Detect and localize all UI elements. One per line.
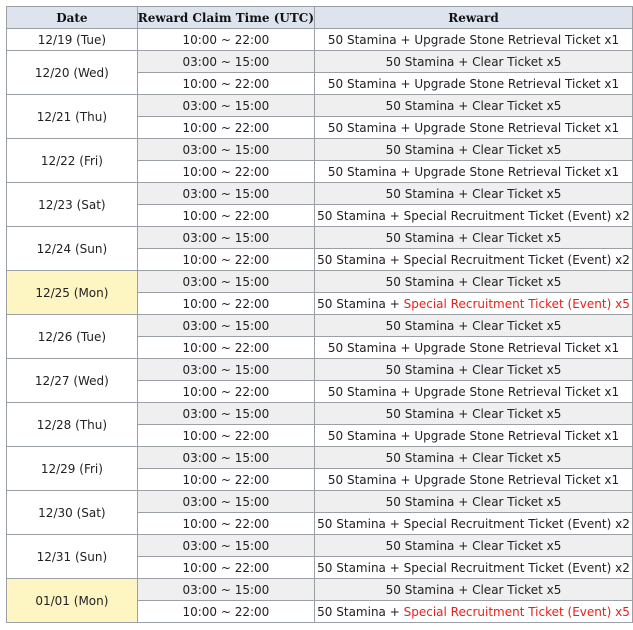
- time-cell: 10:00 ~ 22:00: [137, 513, 314, 535]
- reward-prefix: 50 Stamina +: [385, 274, 473, 289]
- reward-item: Clear Ticket x5: [472, 538, 562, 553]
- reward-item: Clear Ticket x5: [472, 450, 562, 465]
- reward-cell: [315, 601, 633, 623]
- reward-cell: [315, 315, 633, 337]
- date-cell: 12/28 (Thu): [7, 403, 138, 447]
- time-cell: 03:00 ~ 15:00: [137, 447, 314, 469]
- table-row: [7, 579, 633, 601]
- table-row: [7, 315, 633, 337]
- reward-item: Clear Ticket x5: [472, 274, 562, 289]
- reward-prefix: 50 Stamina +: [327, 164, 415, 179]
- reward-cell: [315, 359, 633, 381]
- table-row: [7, 51, 633, 73]
- date-cell: 12/20 (Wed): [7, 51, 138, 95]
- reward-cell: [315, 447, 633, 469]
- reward-cell: [315, 73, 633, 95]
- reward-cell: [315, 29, 633, 51]
- reward-prefix: 50 Stamina +: [385, 582, 473, 597]
- reward-prefix: 50 Stamina +: [385, 98, 473, 113]
- reward-cell: [315, 161, 633, 183]
- time-cell: 10:00 ~ 22:00: [137, 557, 314, 579]
- time-cell: 10:00 ~ 22:00: [137, 161, 314, 183]
- reward-item: Clear Ticket x5: [472, 582, 562, 597]
- reward-prefix: 50 Stamina +: [317, 208, 404, 223]
- date-cell: 12/31 (Sun): [7, 535, 138, 579]
- reward-prefix: 50 Stamina +: [385, 186, 473, 201]
- reward-cell: [315, 491, 633, 513]
- reward-prefix: 50 Stamina +: [327, 340, 415, 355]
- reward-cell: [315, 535, 633, 557]
- table-row: [7, 403, 633, 425]
- reward-prefix: 50 Stamina +: [385, 538, 473, 553]
- table-row: [7, 29, 633, 51]
- reward-cell: [315, 425, 633, 447]
- reward-cell: [315, 51, 633, 73]
- table-row: [7, 359, 633, 381]
- reward-item: Upgrade Stone Retrieval Ticket x1: [414, 472, 620, 487]
- reward-item: Upgrade Stone Retrieval Ticket x1: [414, 32, 620, 47]
- date-cell: 12/23 (Sat): [7, 183, 138, 227]
- reward-cell: [315, 557, 633, 579]
- reward-prefix: 50 Stamina +: [317, 560, 404, 575]
- time-cell: 10:00 ~ 22:00: [137, 205, 314, 227]
- reward-prefix: 50 Stamina +: [327, 428, 415, 443]
- reward-item: Upgrade Stone Retrieval Ticket x1: [414, 164, 620, 179]
- reward-item: Clear Ticket x5: [472, 406, 562, 421]
- date-cell: 12/24 (Sun): [7, 227, 138, 271]
- time-cell: 03:00 ~ 15:00: [137, 139, 314, 161]
- reward-cell: [315, 183, 633, 205]
- reward-cell: [315, 381, 633, 403]
- reward-item: Upgrade Stone Retrieval Ticket x1: [414, 76, 620, 91]
- reward-item: Clear Ticket x5: [472, 494, 562, 509]
- time-cell: 03:00 ~ 15:00: [137, 227, 314, 249]
- reward-cell: [315, 249, 633, 271]
- table-row: [7, 183, 633, 205]
- reward-prefix: 50 Stamina +: [317, 296, 404, 311]
- date-cell: 12/29 (Fri): [7, 447, 138, 491]
- time-cell: 03:00 ~ 15:00: [137, 315, 314, 337]
- time-cell: 03:00 ~ 15:00: [137, 359, 314, 381]
- table-row: [7, 139, 633, 161]
- reward-prefix: 50 Stamina +: [327, 120, 415, 135]
- reward-item: Clear Ticket x5: [472, 142, 562, 157]
- reward-item: Special Recruitment Ticket (Event) x2: [403, 252, 630, 267]
- time-cell: 03:00 ~ 15:00: [137, 51, 314, 73]
- time-cell: 10:00 ~ 22:00: [137, 293, 314, 315]
- time-cell: 10:00 ~ 22:00: [137, 117, 314, 139]
- table-row: [7, 535, 633, 557]
- time-column-header: Reward Claim Time (UTC): [137, 7, 314, 29]
- time-cell: 10:00 ~ 22:00: [137, 469, 314, 491]
- reward-prefix: 50 Stamina +: [327, 472, 415, 487]
- reward-prefix: 50 Stamina +: [385, 142, 473, 157]
- reward-item: Special Recruitment Ticket (Event) x2: [403, 516, 630, 531]
- reward-prefix: 50 Stamina +: [327, 32, 415, 47]
- date-cell: 01/01 (Mon): [7, 579, 138, 623]
- reward-cell: [315, 337, 633, 359]
- reward-prefix: 50 Stamina +: [385, 230, 473, 245]
- date-cell: 12/30 (Sat): [7, 491, 138, 535]
- time-cell: 03:00 ~ 15:00: [137, 403, 314, 425]
- reward-prefix: 50 Stamina +: [327, 384, 415, 399]
- reward-item: Clear Ticket x5: [472, 186, 562, 201]
- reward-prefix: 50 Stamina +: [385, 362, 473, 377]
- reward-cell: [315, 95, 633, 117]
- reward-cell: [315, 117, 633, 139]
- date-column-header: Date: [7, 7, 138, 29]
- reward-item: Upgrade Stone Retrieval Ticket x1: [414, 384, 620, 399]
- reward-item: Upgrade Stone Retrieval Ticket x1: [414, 428, 620, 443]
- time-cell: 10:00 ~ 22:00: [137, 337, 314, 359]
- reward-cell: [315, 139, 633, 161]
- reward-schedule-table: [6, 6, 633, 623]
- reward-cell: [315, 513, 633, 535]
- time-cell: 10:00 ~ 22:00: [137, 249, 314, 271]
- reward-prefix: 50 Stamina +: [385, 318, 473, 333]
- special-reward-item: Special Recruitment Ticket (Event) x5: [403, 296, 630, 311]
- reward-prefix: 50 Stamina +: [385, 450, 473, 465]
- date-cell: 12/26 (Tue): [7, 315, 138, 359]
- date-cell: 12/22 (Fri): [7, 139, 138, 183]
- time-cell: 10:00 ~ 22:00: [137, 425, 314, 447]
- date-cell: 12/25 (Mon): [7, 271, 138, 315]
- reward-cell: [315, 469, 633, 491]
- reward-cell: [315, 227, 633, 249]
- time-cell: 03:00 ~ 15:00: [137, 491, 314, 513]
- reward-prefix: 50 Stamina +: [385, 54, 473, 69]
- reward-prefix: 50 Stamina +: [385, 406, 473, 421]
- time-cell: 10:00 ~ 22:00: [137, 73, 314, 95]
- reward-item: Clear Ticket x5: [472, 230, 562, 245]
- time-cell: 10:00 ~ 22:00: [137, 381, 314, 403]
- time-cell: 10:00 ~ 22:00: [137, 29, 314, 51]
- reward-schedule-container: [6, 6, 633, 623]
- reward-item: Clear Ticket x5: [472, 54, 562, 69]
- time-cell: 03:00 ~ 15:00: [137, 95, 314, 117]
- table-row: [7, 491, 633, 513]
- reward-item: Clear Ticket x5: [472, 98, 562, 113]
- reward-item: Special Recruitment Ticket (Event) x2: [403, 208, 630, 223]
- special-reward-item: Special Recruitment Ticket (Event) x5: [403, 604, 630, 619]
- table-row: [7, 227, 633, 249]
- table-body: [7, 29, 633, 623]
- table-row: [7, 271, 633, 293]
- reward-item: Special Recruitment Ticket (Event) x2: [403, 560, 630, 575]
- table-header-row: [7, 7, 633, 29]
- reward-prefix: 50 Stamina +: [327, 76, 415, 91]
- date-cell: 12/19 (Tue): [7, 29, 138, 51]
- reward-prefix: 50 Stamina +: [317, 516, 404, 531]
- reward-prefix: 50 Stamina +: [385, 494, 473, 509]
- reward-cell: [315, 579, 633, 601]
- reward-item: Clear Ticket x5: [472, 318, 562, 333]
- date-cell: 12/27 (Wed): [7, 359, 138, 403]
- reward-cell: [315, 293, 633, 315]
- reward-prefix: 50 Stamina +: [317, 604, 404, 619]
- reward-cell: [315, 403, 633, 425]
- time-cell: 10:00 ~ 22:00: [137, 601, 314, 623]
- time-cell: 03:00 ~ 15:00: [137, 271, 314, 293]
- reward-prefix: 50 Stamina +: [317, 252, 404, 267]
- time-cell: 03:00 ~ 15:00: [137, 535, 314, 557]
- reward-item: Upgrade Stone Retrieval Ticket x1: [414, 340, 620, 355]
- reward-cell: [315, 205, 633, 227]
- table-row: [7, 447, 633, 469]
- time-cell: 03:00 ~ 15:00: [137, 183, 314, 205]
- date-cell: 12/21 (Thu): [7, 95, 138, 139]
- reward-cell: [315, 271, 633, 293]
- table-row: [7, 95, 633, 117]
- reward-column-header: Reward: [315, 7, 633, 29]
- reward-item: Clear Ticket x5: [472, 362, 562, 377]
- time-cell: 03:00 ~ 15:00: [137, 579, 314, 601]
- reward-item: Upgrade Stone Retrieval Ticket x1: [414, 120, 620, 135]
